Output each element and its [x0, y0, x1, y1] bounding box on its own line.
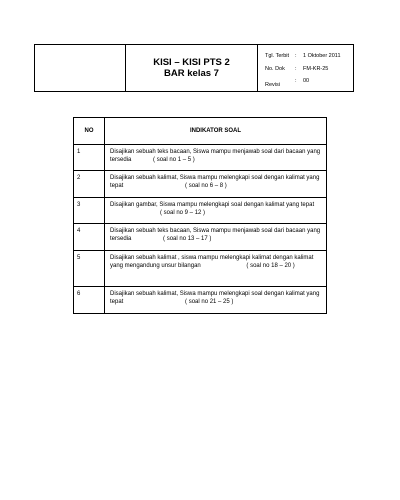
row-number: 5 — [74, 251, 105, 287]
indicator-text: Disajikan sebuah kalimat, Siswa mampu melengkapi soal dengan kalimat yang tepat — [110, 175, 320, 189]
indicator-cell — [105, 198, 327, 224]
row-number: 6 — [74, 287, 105, 314]
indicator-text: Disajikan sebuah teks bacaan, Siswa mampu menjawab soal dari bacaan yang tersedia — [110, 228, 321, 242]
logo-area — [35, 45, 126, 91]
question-range: ( soal no 21 – 25 ) — [185, 299, 234, 305]
meta-label: Tgl. Terbit — [265, 53, 290, 59]
meta-label: No. Dok — [265, 66, 285, 72]
meta-row-revisi — [265, 78, 309, 88]
column-header-indikator: INDIKATOR SOAL — [105, 118, 327, 145]
table-row — [74, 224, 327, 251]
question-range: ( soal no 9 – 12 ) — [160, 210, 206, 216]
meta-colon: : — [295, 78, 297, 84]
indicator-text: Disajikan gambar, Siswa mampu melengkapi soal dengan kalimat yang tepat — [110, 202, 315, 208]
title-line-2: BAR kelas 7 — [164, 68, 219, 79]
meta-row-dok — [265, 66, 328, 72]
question-range: ( soal no 13 – 17 ) — [163, 236, 212, 242]
row-number: 2 — [74, 171, 105, 198]
table-row — [74, 171, 327, 198]
indikator-table — [73, 117, 327, 314]
table-row — [74, 287, 327, 314]
indicator-cell — [105, 145, 327, 171]
question-range: ( soal no 6 – 8 ) — [185, 183, 227, 189]
document-title — [126, 45, 258, 91]
question-range: ( soal no 18 – 20 ) — [246, 263, 295, 269]
row-number: 4 — [74, 224, 105, 251]
indicator-cell — [105, 171, 327, 198]
meta-colon: : — [295, 66, 297, 72]
indicator-cell — [105, 224, 327, 251]
meta-colon: : — [295, 53, 297, 59]
document-header — [34, 44, 354, 92]
table-header-row — [74, 118, 327, 145]
document-meta — [258, 45, 353, 91]
meta-value: FM-KR-25 — [303, 66, 329, 72]
indicator-cell — [105, 251, 327, 287]
indicator-cell — [105, 287, 327, 314]
meta-value: 00 — [303, 78, 310, 84]
meta-row-terbit — [265, 53, 341, 59]
table-row — [74, 145, 327, 171]
indicator-text: Disajikan sebuah kalimat , siswa mampu melengkapi kalimat dengan kalimat yang mengandung unsur bilangan — [110, 255, 314, 269]
table-row — [74, 198, 327, 224]
indicator-text: Disajikan sebuah kalimat, Siswa mampu melengkapi soal dengan kalimat yang tepat — [110, 291, 320, 305]
table-row — [74, 251, 327, 287]
meta-label: Revisi — [265, 82, 280, 88]
question-range: ( soal no 1 – 5 ) — [153, 157, 195, 163]
column-header-no: NO — [74, 118, 105, 145]
indicator-text: Disajikan sebuah teks bacaan, Siswa mampu menjawab soal dari bacaan yang tersedia — [110, 149, 321, 163]
meta-value: 1 Oktober 2011 — [303, 53, 341, 59]
title-line-1: KISI – KISI PTS 2 — [153, 57, 230, 68]
row-number: 3 — [74, 198, 105, 224]
row-number: 1 — [74, 145, 105, 171]
